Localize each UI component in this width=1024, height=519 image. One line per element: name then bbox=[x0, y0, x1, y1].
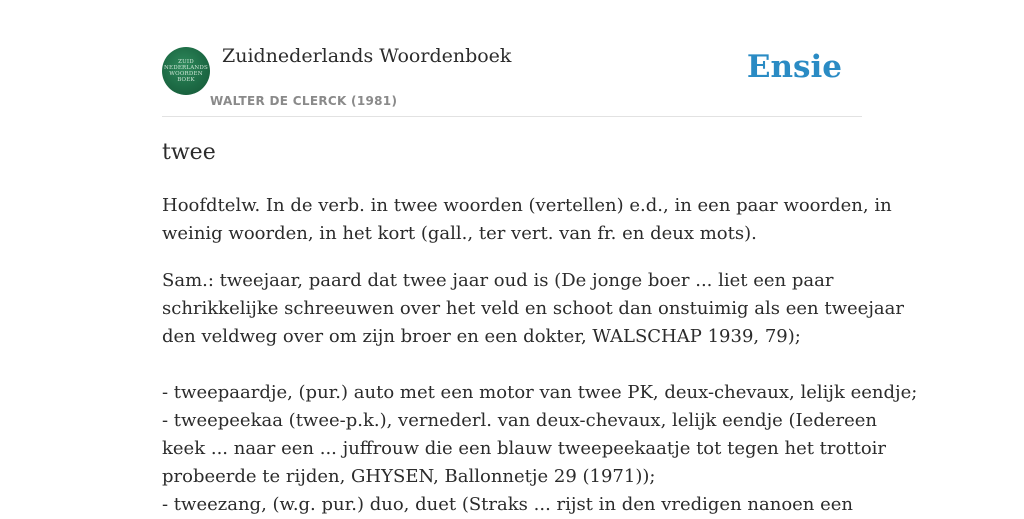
logo-text-line: NEDERLANDS bbox=[163, 65, 208, 71]
text-line: den veldweg over om zijn broer en een dokter, WALSCHAP 1939, 79); bbox=[162, 326, 801, 347]
spacer bbox=[162, 351, 872, 379]
text-line: schrikkelijke schreeuwen over het veld en schoot dan onstuimig als een tweejaar bbox=[162, 298, 904, 319]
ensie-logo-link[interactable]: Ensie bbox=[746, 49, 842, 85]
page bbox=[162, 0, 918, 515]
text-line: Sam.: tweejaar, paard dat twee jaar oud is (De jonge boer ... liet een paar bbox=[162, 270, 834, 291]
text-line: Hoofdtelw. In de verb. in twee woorden (vertellen) e.d., in een paar woorden, in bbox=[162, 195, 892, 216]
text-line: weinig woorden, in het kort (gall., ter vert. van fr. en deux mots). bbox=[162, 223, 757, 244]
text-line: probeerde te rijden, GHYSEN, Ballonnetje 29 (1971)); bbox=[162, 466, 656, 487]
text-line: keek ... naar een ... juffrouw die een blauw tweepeekaatje tot tegen het trottoir bbox=[162, 438, 887, 459]
logo-text-line: ZUID bbox=[178, 59, 194, 65]
compounds-paragraph bbox=[162, 267, 904, 351]
logo-text-line: WOORDEN bbox=[169, 71, 203, 77]
text-line: - tweepeekaa (twee-p.k.), vernederl. van deux-chevaux, lelijk eendje (Iedereen bbox=[162, 410, 877, 431]
definition-paragraph bbox=[162, 192, 892, 248]
book-author: WALTER DE CLERCK (1981) bbox=[210, 94, 398, 108]
entry-content bbox=[162, 192, 918, 519]
entry-title: twee bbox=[162, 140, 216, 165]
compounds-list bbox=[162, 379, 918, 519]
book-logo[interactable] bbox=[162, 47, 210, 95]
text-line: - tweepaardje, (pur.) auto met een motor van twee PK, deux-chevaux, lelijk eendje; bbox=[162, 382, 918, 403]
spacer bbox=[162, 248, 872, 267]
logo-text-line: BOEK bbox=[177, 77, 195, 83]
header bbox=[162, 0, 862, 117]
text-line: - tweezang, (w.g. pur.) duo, duet (Straks ... rijst in den vredigen nanoen een bbox=[162, 494, 854, 515]
book-title-link[interactable]: Zuidnederlands Woordenboek bbox=[222, 45, 512, 67]
